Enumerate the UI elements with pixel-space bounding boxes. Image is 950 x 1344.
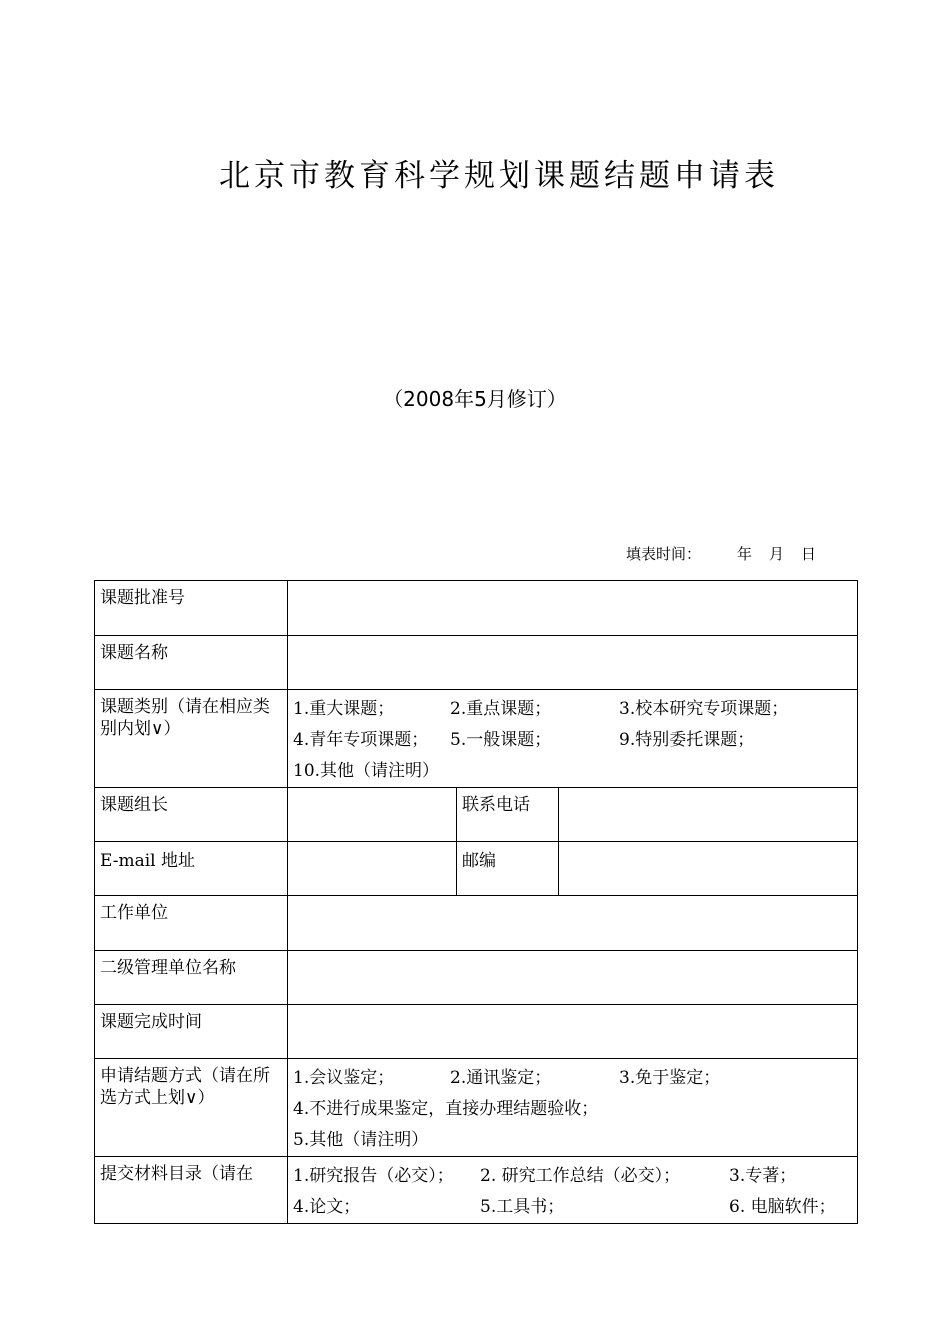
fill-date-day: 日 bbox=[801, 545, 817, 563]
approval-no-label: 课题批准号 bbox=[95, 581, 288, 636]
category-option-youth[interactable]: 4.青年专项课题； bbox=[293, 730, 429, 750]
revision-note: （2008年5月修订） bbox=[383, 387, 567, 411]
category-option-major[interactable]: 1.重大课题； bbox=[293, 699, 395, 719]
completion-time-field[interactable] bbox=[288, 1005, 858, 1059]
materials-option-report[interactable]: 1.研究报告（必交）； bbox=[293, 1166, 454, 1186]
table-row bbox=[95, 1059, 858, 1157]
completion-time-label: 课题完成时间 bbox=[95, 1005, 288, 1059]
application-form-table bbox=[94, 580, 858, 1224]
approval-no-field[interactable] bbox=[288, 581, 858, 636]
category-option-school[interactable]: 3.校本研究专项课题； bbox=[619, 699, 789, 719]
postcode-field[interactable] bbox=[559, 842, 858, 896]
materials-option-software[interactable]: 6. 电脑软件； bbox=[729, 1197, 836, 1217]
materials-option-monograph[interactable]: 3.专著； bbox=[729, 1166, 797, 1186]
fill-date-year: 年 bbox=[737, 545, 753, 563]
category-options bbox=[288, 690, 858, 788]
table-row bbox=[95, 842, 858, 896]
table-row bbox=[95, 951, 858, 1005]
phone-label: 联系电话 bbox=[457, 788, 559, 842]
conclusion-method-label: 申请结题方式（请在所选方式上划∨） bbox=[95, 1059, 288, 1157]
materials-option-reference-book[interactable]: 5.工具书； bbox=[480, 1197, 565, 1217]
table-row bbox=[95, 788, 858, 842]
leader-label: 课题组长 bbox=[95, 788, 288, 842]
conclusion-option-meeting[interactable]: 1.会议鉴定； bbox=[293, 1068, 395, 1088]
email-label: E-mail 地址 bbox=[95, 842, 288, 896]
fill-date-label: 填表时间： bbox=[626, 545, 702, 563]
category-option-general[interactable]: 5.一般课题； bbox=[450, 730, 552, 750]
table-row bbox=[95, 1005, 858, 1059]
table-row bbox=[95, 636, 858, 690]
phone-field[interactable] bbox=[559, 788, 858, 842]
workplace-label: 工作单位 bbox=[95, 896, 288, 951]
category-option-other[interactable]: 10.其他（请注明） bbox=[293, 761, 440, 781]
workplace-field[interactable] bbox=[288, 896, 858, 951]
secondary-unit-field[interactable] bbox=[288, 951, 858, 1005]
materials-option-summary[interactable]: 2. 研究工作总结（必交）； bbox=[480, 1166, 681, 1186]
conclusion-option-correspondence[interactable]: 2.通讯鉴定； bbox=[450, 1068, 552, 1088]
email-field[interactable] bbox=[288, 842, 457, 896]
conclusion-method-options bbox=[288, 1059, 858, 1157]
conclusion-option-other[interactable]: 5.其他（请注明） bbox=[293, 1130, 429, 1150]
leader-field[interactable] bbox=[288, 788, 457, 842]
conclusion-option-exempt[interactable]: 3.免于鉴定； bbox=[619, 1068, 721, 1088]
topic-name-field[interactable] bbox=[288, 636, 858, 690]
category-option-key[interactable]: 2.重点课题； bbox=[450, 699, 552, 719]
table-row bbox=[95, 1157, 858, 1224]
postcode-label: 邮编 bbox=[457, 842, 559, 896]
materials-options bbox=[288, 1157, 858, 1224]
table-row bbox=[95, 581, 858, 636]
topic-name-label: 课题名称 bbox=[95, 636, 288, 690]
conclusion-option-direct[interactable]: 4.不进行成果鉴定，直接办理结题验收； bbox=[293, 1099, 599, 1119]
fill-date bbox=[626, 543, 833, 564]
fill-date-month: 月 bbox=[769, 545, 785, 563]
document-title: 北京市教育科学规划课题结题申请表 bbox=[219, 158, 779, 194]
materials-option-paper[interactable]: 4.论文； bbox=[293, 1197, 361, 1217]
secondary-unit-label: 二级管理单位名称 bbox=[95, 951, 288, 1005]
table-row bbox=[95, 896, 858, 951]
materials-label: 提交材料目录（请在 bbox=[95, 1157, 288, 1224]
table-row bbox=[95, 690, 858, 788]
category-option-commissioned[interactable]: 9.特别委托课题； bbox=[619, 730, 755, 750]
category-label: 课题类别（请在相应类别内划∨） bbox=[95, 690, 288, 788]
